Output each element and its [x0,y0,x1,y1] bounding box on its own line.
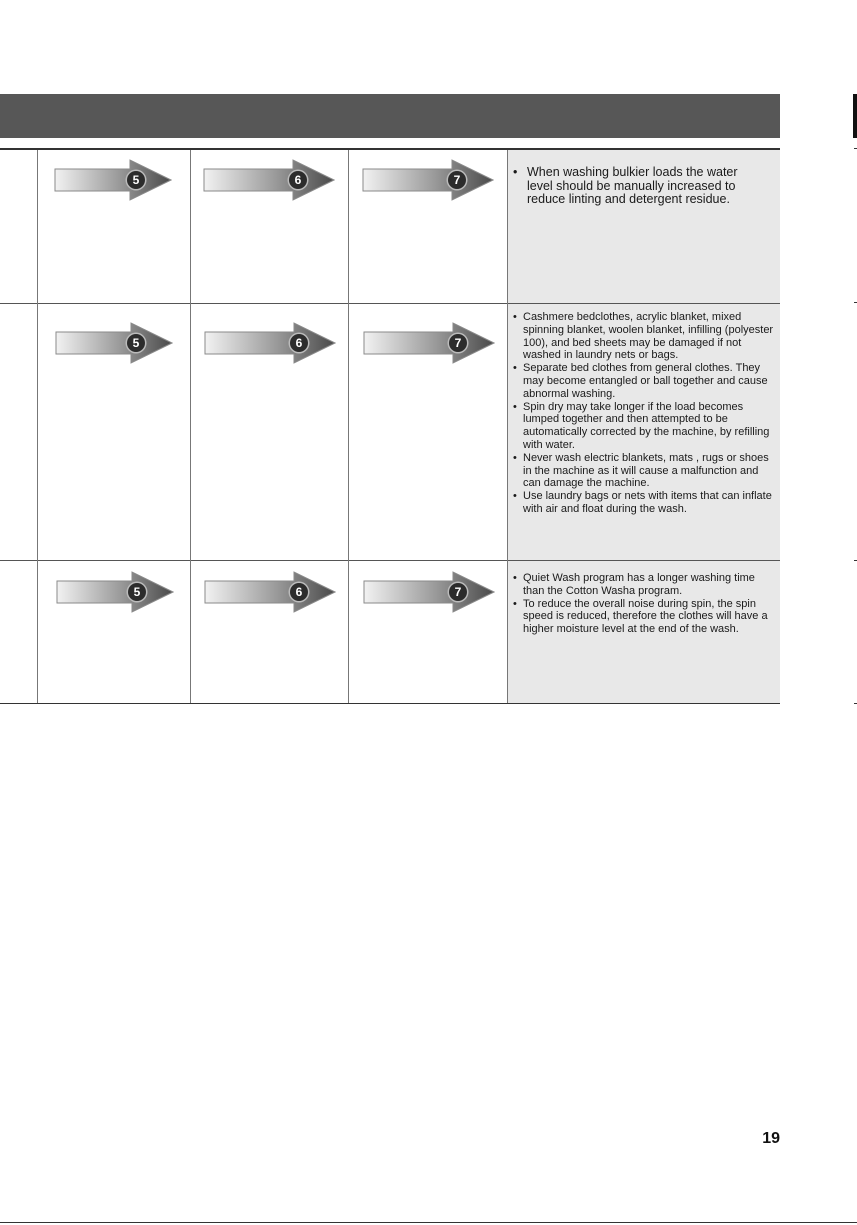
step-arrow [54,159,172,201]
notes-list [512,311,776,516]
step-number-badge: 7 [449,334,467,352]
step-arrow [363,571,481,613]
step-arrow [56,571,174,613]
footer-rule [0,1222,857,1223]
step-number-badge: 5 [127,171,145,189]
step-arrow [55,322,173,364]
step-number-badge: 7 [449,583,467,601]
note-item: • Quiet Wash program has a longer washing time than the Cotton Washa program. [512,572,776,598]
note-item: • Cashmere bedclothes, acrylic blanket, mixed spinning blanket, woolen blanket, infilling (polyester 100), and bed sheets may be damaged if not washed in laundry nets or bags. [512,311,776,362]
note-item: • Use laundry bags or nets with items that can inflate with air and float during the wash. [512,490,776,516]
step-number-badge: 5 [127,334,145,352]
note-item: • Separate bed clothes from general clothes. They may become entangled or ball together and cause abnormal washing. [512,362,776,400]
step-arrow [363,322,481,364]
page-number: 19 [762,1130,780,1147]
section-header-bar [0,94,780,138]
column-divider [507,150,508,703]
note-item: • Never wash electric blankets, mats , rugs or shoes in the machine as it will cause a malfunction and can damage the machine. [512,452,776,490]
note-item: • When washing bulkier loads the water level should be manually increased to reduce linting and detergent residue. [512,166,762,207]
step-number-badge: 6 [290,583,308,601]
step-arrow [362,159,480,201]
column-divider [190,150,191,703]
step-number-badge: 7 [448,171,466,189]
notes-list [512,572,776,636]
notes-list [512,166,762,207]
note-item: • To reduce the overall noise during spin, the spin speed is reduced, therefore the clothes will have a higher moisture level at the end of the wash. [512,598,776,636]
step-number-badge: 5 [128,583,146,601]
column-divider [37,150,38,703]
table-top-border [0,148,780,150]
row-divider [0,560,780,561]
step-arrow [204,322,322,364]
row-divider [0,303,780,304]
step-number-badge: 6 [290,334,308,352]
page-edge-mark [853,94,857,138]
step-number-badge: 6 [289,171,307,189]
table-bottom-border [0,703,780,704]
column-divider [348,150,349,703]
step-arrow [204,571,322,613]
step-arrow [203,159,321,201]
note-item: • Spin dry may take longer if the load becomes lumped together and then attempted to be automatically corrected by the machine, by refilling with water. [512,401,776,452]
